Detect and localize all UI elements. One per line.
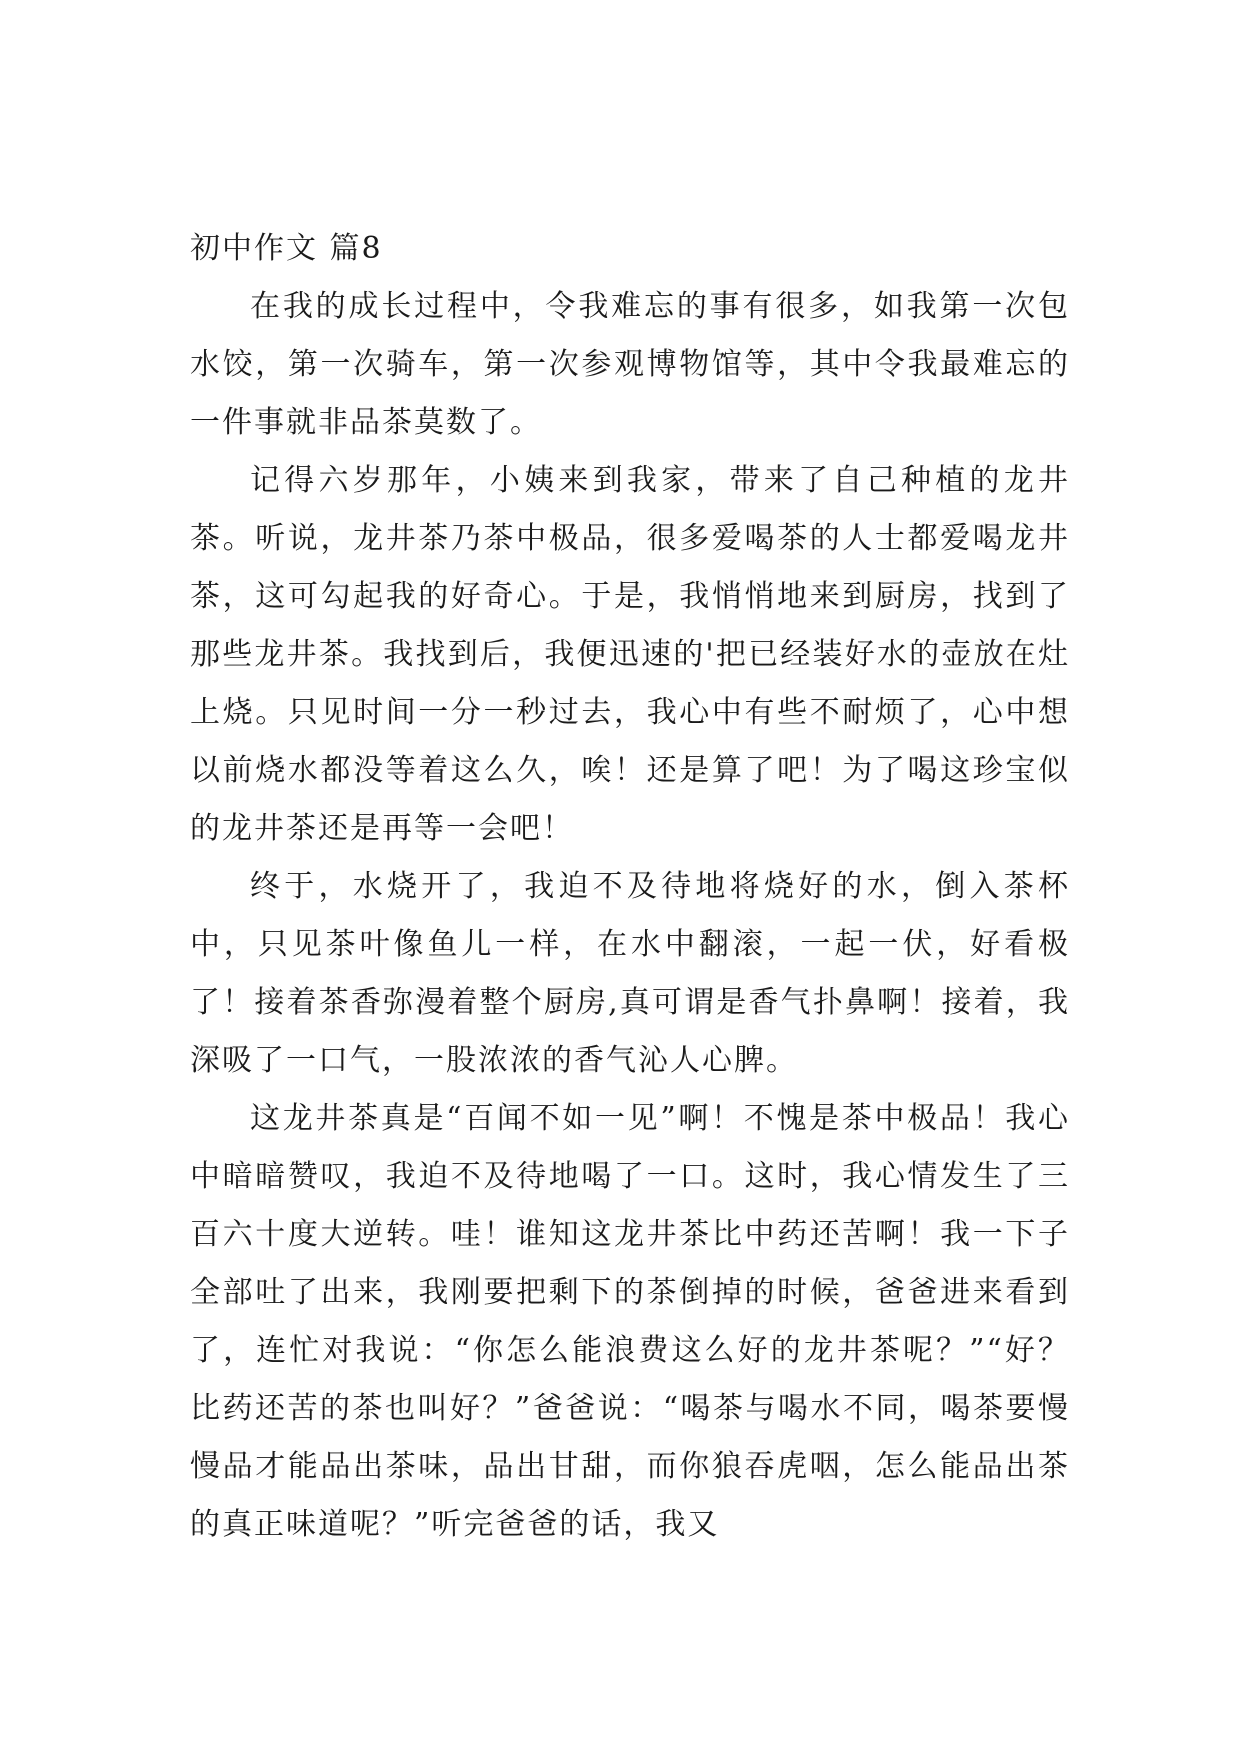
paragraph-2: 记得六岁那年，小姨来到我家，带来了自己种植的龙井茶。听说，龙井茶乃茶中极品，很多爱喝茶的人士都爱喝龙井茶，这可勾起我的好奇心。于是，我悄悄地来到厨房，找到了那些龙井茶。我找到后，我便迅速的'把已经装好水的壶放在灶上烧。只见时间一分一秒过去，我心中有些不耐烦了，心中想以前烧水都没等着这么久，唉！还是算了吧！为了喝这珍宝似的龙井茶还是再等一会吧！ (190, 463, 1070, 846)
essay-body (190, 220, 1070, 1554)
paragraph-4: 这龙井茶真是“百闻不如一见”啊！不愧是茶中极品！我心中暗暗赞叹，我迫不及待地喝了一口。这时，我心情发生了三百六十度大逆转。哇！谁知这龙井茶比中药还苦啊！我一下子全部吐了出来，我刚要把剩下的茶倒掉的时候，爸爸进来看到了，连忙对我说：“你怎么能浪费这么好的龙井茶呢？”“好？比药还苦的茶也叫好？”爸爸说：“喝茶与喝水不同，喝茶要慢慢品才能品出茶味，品出甘甜，而你狼吞虎咽，怎么能品出茶的真正味道呢？”听完爸爸的话，我又 (190, 1101, 1070, 1542)
paragraph-3: 终于，水烧开了，我迫不及待地将烧好的水，倒入茶杯中，只见茶叶像鱼儿一样，在水中翻滚，一起一伏，好看极了！接着茶香弥漫着整个厨房,真可谓是香气扑鼻啊！接着，我深吸了一口气，一股浓浓的香气沁人心脾。 (190, 869, 1070, 1078)
paragraph-1: 在我的成长过程中，令我难忘的事有很多，如我第一次包水饺，第一次骑车，第一次参观博物馆等，其中令我最难忘的一件事就非品茶莫数了。 (190, 289, 1070, 440)
essay-title: 初中作文 篇8 (190, 231, 383, 266)
